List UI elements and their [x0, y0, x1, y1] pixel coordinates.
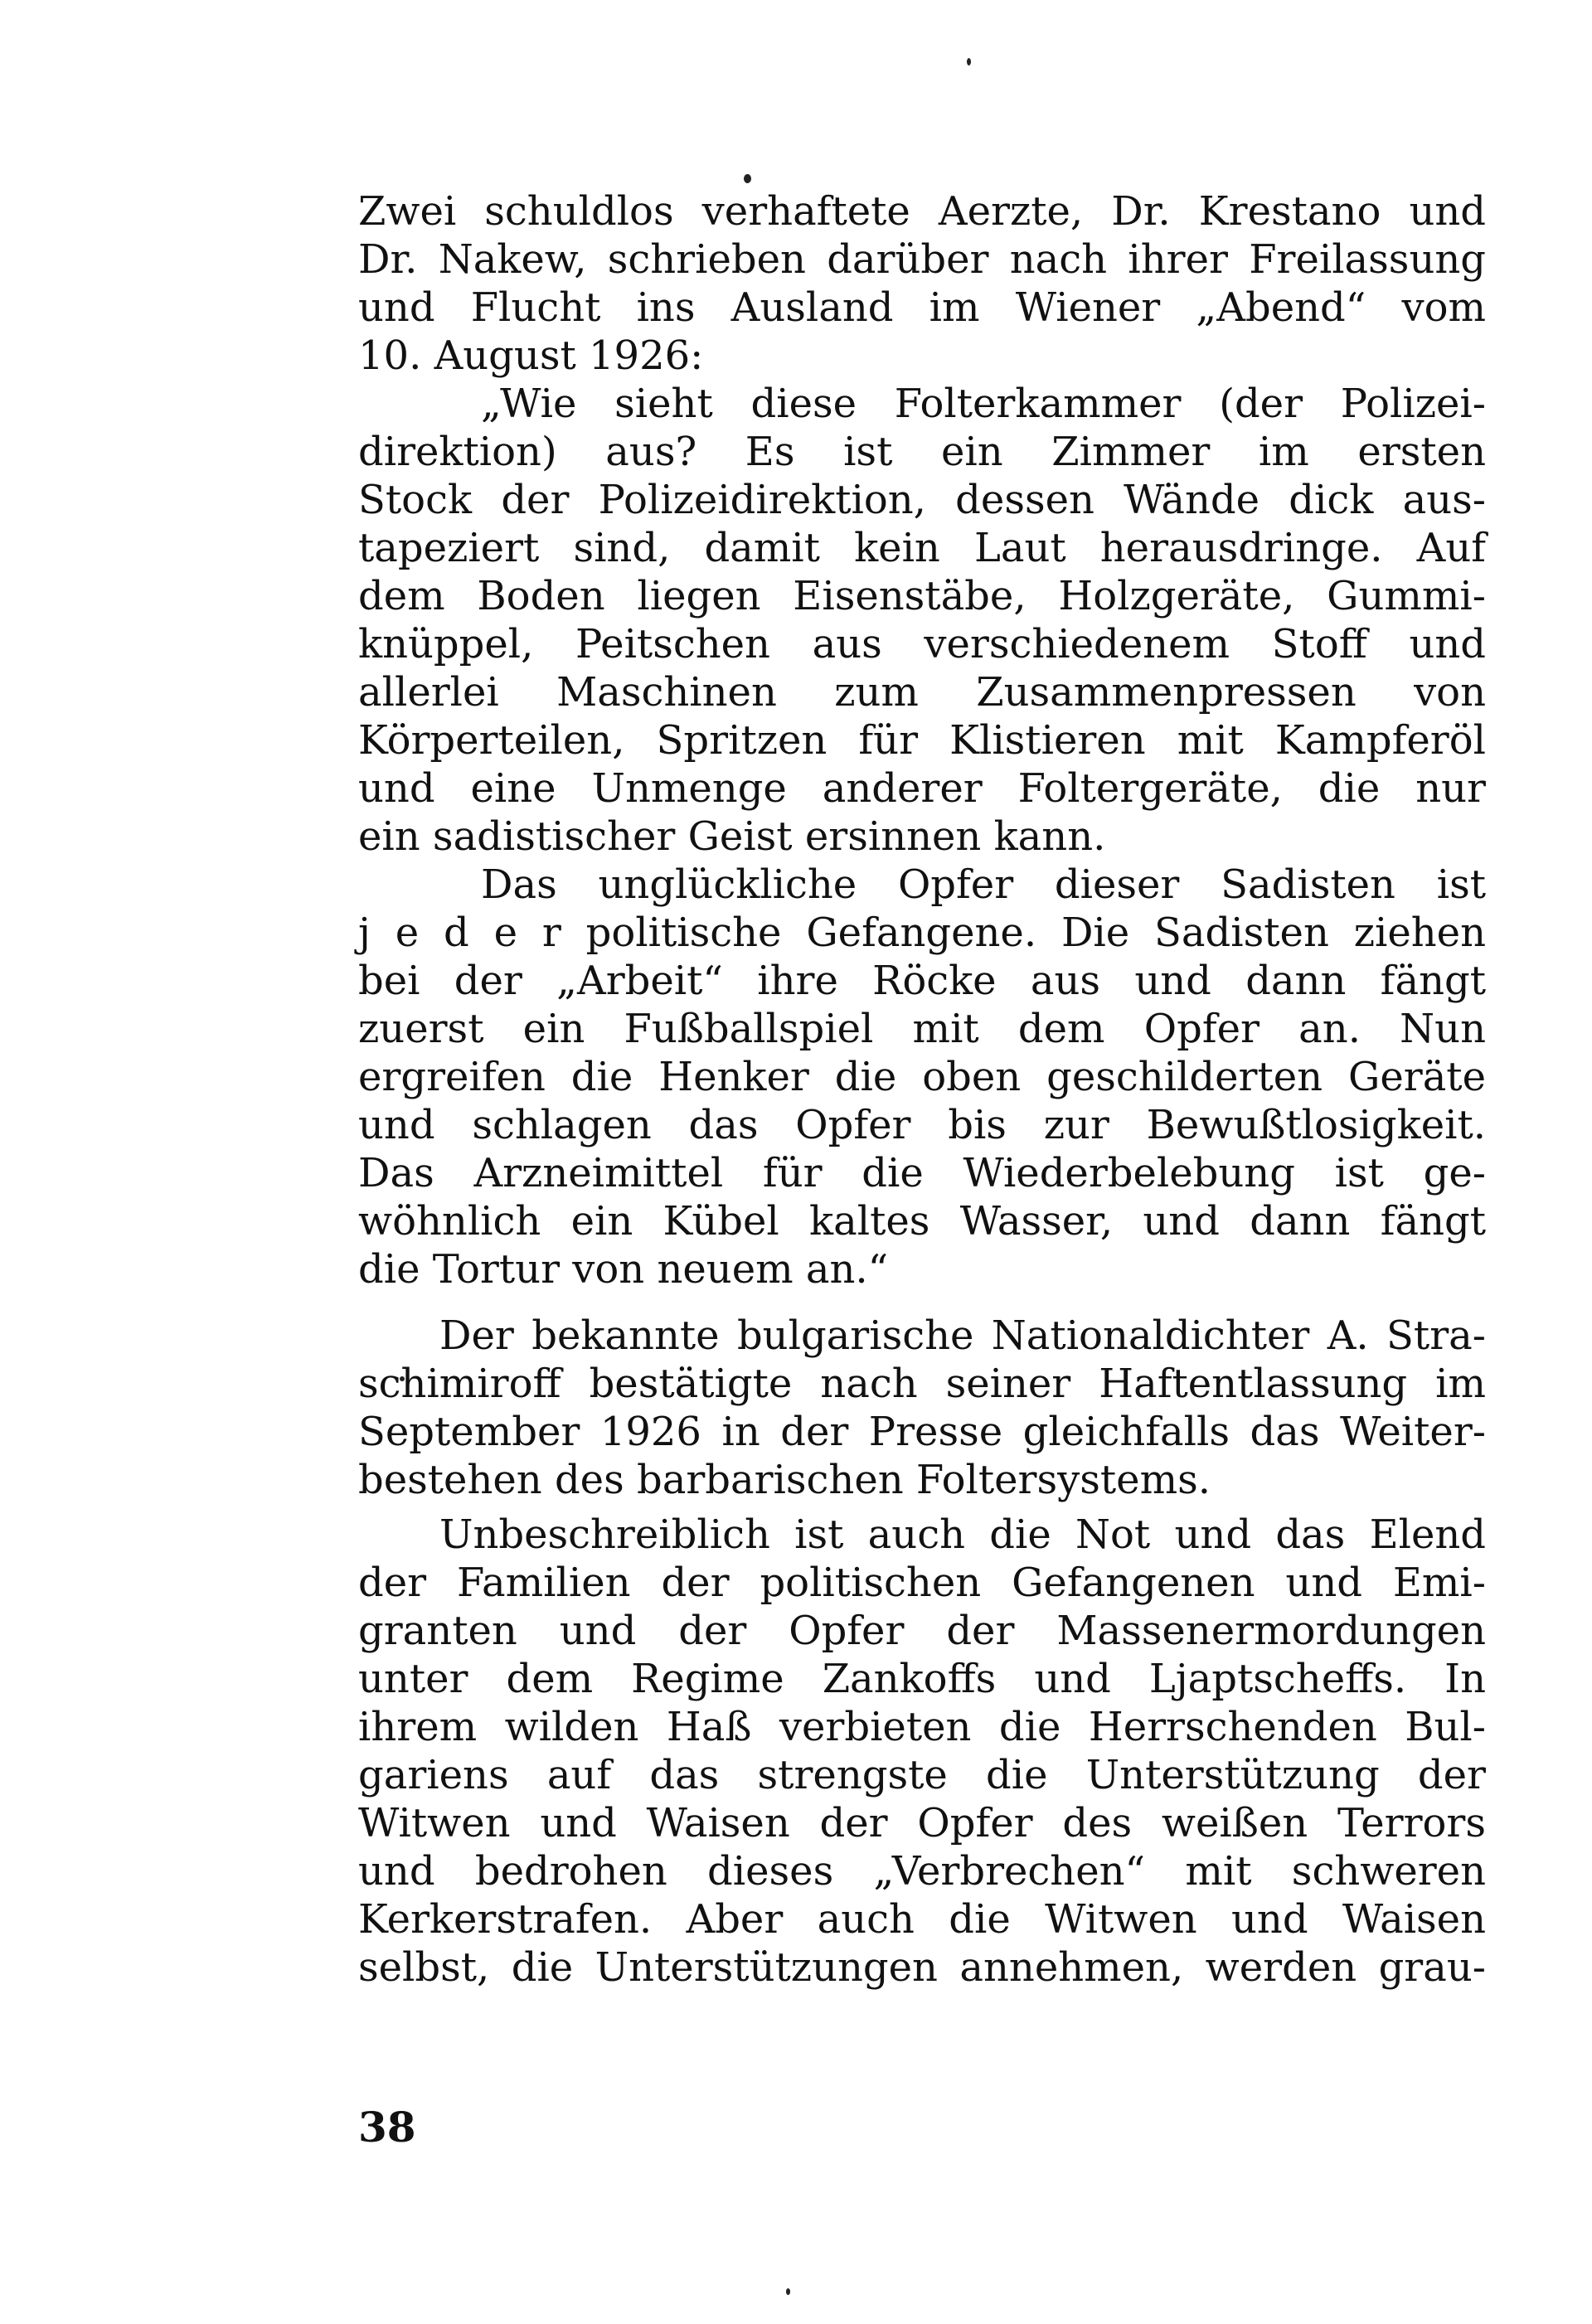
- text-line: Unbeschreiblich ist auch die Not und das Elend: [439, 1511, 1486, 1558]
- text-line: die Tortur von neuem an.“: [358, 1246, 889, 1293]
- text-line: „Wie sieht diese Folterkammer (der Polizei-: [481, 381, 1486, 427]
- text-line: bei der „Arbeit“ ihre Röcke aus und dann fängt: [358, 958, 1486, 1004]
- scan-speck: [967, 58, 971, 65]
- quote-paragraph: [358, 861, 1486, 1293]
- text-line: und Flucht ins Ausland im Wiener „Abend“ vom: [358, 284, 1486, 331]
- quote-paragraph: [358, 380, 1486, 861]
- text-line: ein sadistischer Geist ersinnen kann.: [358, 813, 1106, 860]
- text-line: Kerkerstrafen. Aber auch die Witwen und Waisen: [358, 1896, 1486, 1943]
- scan-speck: [744, 174, 751, 183]
- text-line: der Familien der politischen Gefangenen und Emi-: [358, 1560, 1486, 1606]
- text-line: tapeziert sind, damit kein Laut herausdringe. Auf: [358, 525, 1486, 571]
- text-line: knüppel, Peitschen aus verschiedenem Stoff und: [358, 621, 1486, 667]
- paragraph-gap: [358, 1293, 1486, 1312]
- text-line: Das unglückliche Opfer dieser Sadisten ist: [481, 861, 1486, 908]
- text-line: schimiroff bestätigte nach seiner Haftentlassung im: [358, 1361, 1486, 1407]
- paragraph-gap: [358, 1504, 1486, 1511]
- text-line: gariens auf das strengste die Unterstützung der: [358, 1752, 1486, 1798]
- text-line: j e d e r politische Gefangene. Die Sadisten ziehen: [358, 910, 1486, 956]
- text-line: selbst, die Unterstützungen annehmen, werden grau-: [358, 1944, 1486, 1991]
- text-line: direktion) aus? Es ist ein Zimmer im ersten: [358, 429, 1486, 475]
- scan-speck: [786, 2288, 790, 2295]
- text-line: zuerst ein Fußballspiel mit dem Opfer an. Nun: [358, 1006, 1486, 1052]
- paragraph: [358, 1511, 1486, 1992]
- text-line: Körperteilen, Spritzen für Klistieren mit Kampferöl: [358, 717, 1486, 764]
- text-line: Dr. Nakew, schrieben darüber nach ihrer Freilassung: [358, 236, 1486, 283]
- paragraph: [358, 1312, 1486, 1504]
- text-line: granten und der Opfer der Massenermordungen: [358, 1608, 1486, 1654]
- text-line: und eine Unmenge anderer Foltergeräte, die nur: [358, 765, 1486, 812]
- text-line: bestehen des barbarischen Foltersystems.: [358, 1457, 1211, 1503]
- text-line: Zwei schuldlos verhaftete Aerzte, Dr. Krestano und: [358, 188, 1486, 235]
- text-line: ergreifen die Henker die oben geschilderten Geräte: [358, 1054, 1486, 1100]
- paragraph: [358, 187, 1486, 380]
- text-line: dem Boden liegen Eisenstäbe, Holzgeräte, Gummi-: [358, 573, 1486, 619]
- text-line: Witwen und Waisen der Opfer des weißen Terrors: [358, 1800, 1486, 1846]
- text-line: 10. August 1926:: [358, 332, 704, 379]
- text-line: Der bekannte bulgarische Nationaldichter A. Stra-: [439, 1312, 1486, 1359]
- text-line: ihrem wilden Haß verbieten die Herrschenden Bul-: [358, 1704, 1486, 1750]
- page-number: 38: [358, 2103, 416, 2152]
- text-line: und schlagen das Opfer bis zur Bewußtlosigkeit.: [358, 1102, 1486, 1148]
- text-line: September 1926 in der Presse gleichfalls das Weiter-: [358, 1409, 1486, 1455]
- text-line: Das Arzneimittel für die Wiederbelebung ist ge-: [358, 1150, 1486, 1196]
- body-text: [358, 187, 1486, 1992]
- text-line: wöhnlich ein Kübel kaltes Wasser, und dann fängt: [358, 1198, 1486, 1244]
- text-line: unter dem Regime Zankoffs und Ljaptscheffs. In: [358, 1656, 1486, 1702]
- text-line: allerlei Maschinen zum Zusammenpressen von: [358, 669, 1486, 716]
- text-line: und bedrohen dieses „Verbrechen“ mit schweren: [358, 1848, 1486, 1895]
- text-line: Stock der Polizeidirektion, dessen Wände dick aus-: [358, 477, 1486, 523]
